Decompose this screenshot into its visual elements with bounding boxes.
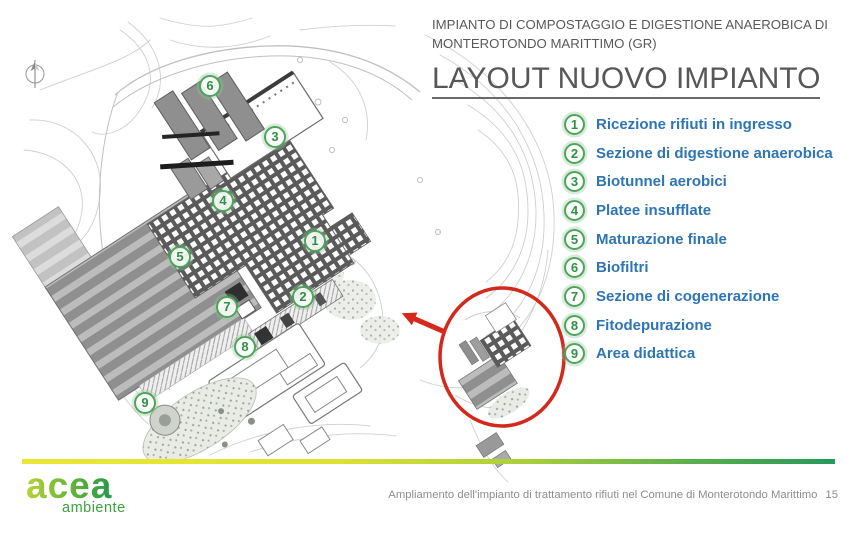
footer-caption-text: Ampliamento dell'impianto di trattamento rifiuti nel Comune di Monterotondo Marittimo (388, 489, 818, 501)
callout-outside-buildings (476, 433, 512, 471)
north-arrow-icon (26, 60, 44, 88)
map-marker-3: 3 (264, 126, 286, 148)
legend (564, 110, 833, 368)
header-kicker-line2: MONTEROTONDO MARITTIMO (GR) (432, 35, 657, 51)
logo-division: ambiente (62, 500, 126, 516)
legend-item-7: 7 Sezione di cogenerazione (564, 282, 833, 311)
legend-item-4: 4 Platee insufflate (564, 196, 833, 225)
logo-brand: acea (26, 467, 126, 504)
acea-ambiente-logo (26, 467, 126, 516)
footer-caption (388, 489, 838, 501)
legend-item-8: 8 Fitodepurazione (564, 311, 833, 340)
plant-buildings (0, 30, 472, 528)
legend-item-1: 1 Ricezione rifiuti in ingresso (564, 110, 833, 139)
page-number: 15 (825, 489, 838, 501)
legend-item-3: 3 Biotunnel aerobici (564, 167, 833, 196)
callout-mini-plant (437, 303, 558, 428)
map-marker-2: 2 (292, 286, 314, 308)
callout-detail (402, 288, 564, 471)
callout-arrow-icon (402, 313, 446, 335)
map-marker-6: 6 (199, 75, 221, 97)
legend-item-5: 5 Maturazione finale (564, 225, 833, 254)
legend-item-2: 2 Sezione di digestione anaerobica (564, 139, 833, 168)
page-title: LAYOUT NUOVO IMPIANTO (432, 62, 820, 99)
map-marker-8: 8 (234, 336, 256, 358)
service-building (300, 427, 330, 454)
map-marker-9: 9 (134, 392, 156, 414)
header (432, 16, 836, 99)
footer-gradient-bar (22, 459, 835, 464)
header-kicker-line1: IMPIANTO DI COMPOSTAGGIO E DIGESTIONE ANAEROBICA DI (432, 17, 828, 32)
legend-item-9: 9 Area didattica (564, 340, 833, 369)
map-marker-4: 4 (212, 190, 234, 212)
map-marker-7: 7 (216, 296, 238, 318)
map-marker-1: 1 (304, 230, 326, 252)
legend-item-6: 6 Biofiltri (564, 253, 833, 282)
map-marker-5: 5 (169, 246, 191, 268)
